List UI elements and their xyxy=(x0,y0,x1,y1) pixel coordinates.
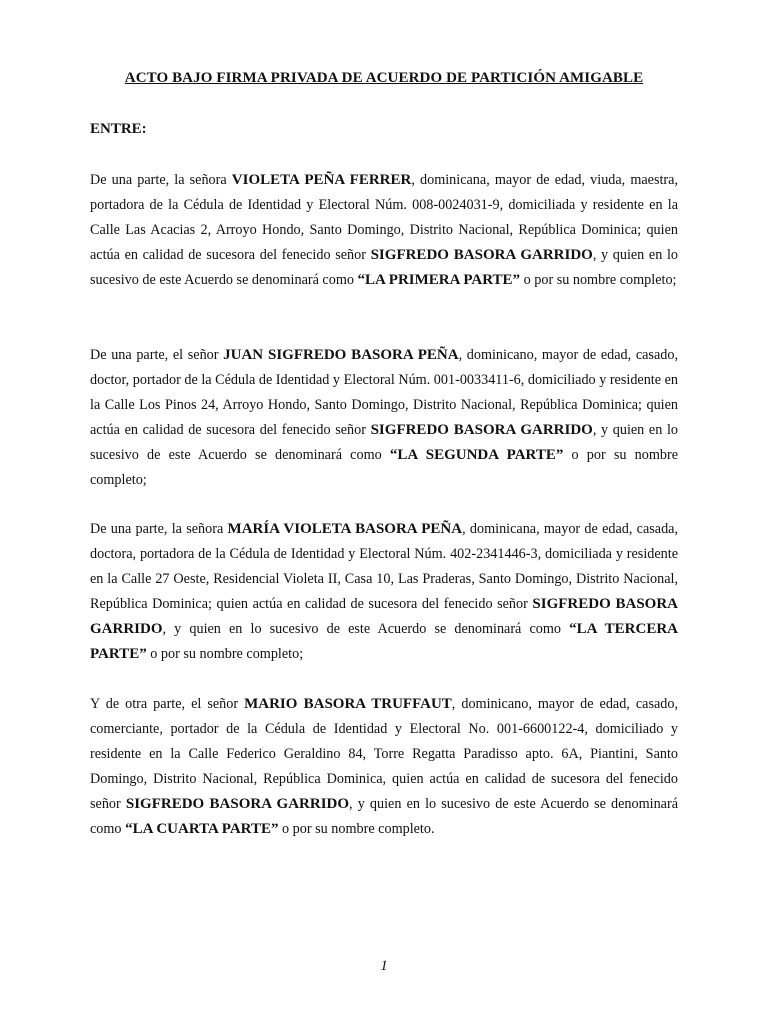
deceased-name: SIGFREDO BASORA GARRIDO xyxy=(370,247,593,263)
text-segment: o por su nombre completo. xyxy=(278,821,435,837)
party-name: MARIO BASORA TRUFFAUT xyxy=(244,696,452,712)
text-segment: , dominicano, mayor de edad, casado, comerciante, portador de la Cédula de Identidad y Electoral No. 001-6600122-4, domiciliado y residente en la Calle Federico Geraldino 84, Torre Regatta Paradisso apto. 6A, Piantini, Santo Domingo, Distrito Nacional, República Dominica, quien actúa en calidad de sucesora del fenecido señor xyxy=(90,696,679,812)
text-segment: o por su nombre completo; xyxy=(146,646,304,662)
text-segment: o por su nombre completo; xyxy=(90,447,678,488)
text-segment: o por su nombre completo; xyxy=(520,272,677,288)
deceased-name: SIGFREDO BASORA GARRIDO xyxy=(125,796,350,812)
page-number: 1 xyxy=(380,958,388,974)
party-designation: “LA TERCERA PARTE” xyxy=(90,621,678,662)
party-name: MARÍA VIOLETA BASORA PEÑA xyxy=(227,521,463,537)
text-segment: , y quien en lo sucesivo de este Acuerdo se denominará como xyxy=(90,247,678,288)
document-title: ACTO BAJO FIRMA PRIVADA DE ACUERDO DE PARTICIÓN AMIGABLE xyxy=(124,70,644,86)
party-designation: “LA CUARTA PARTE” xyxy=(125,821,279,837)
text-segment: , y quien en lo sucesivo de este Acuerdo se denominará como xyxy=(90,796,678,837)
deceased-name: SIGFREDO BASORA GARRIDO xyxy=(90,596,679,637)
paragraph-tercera-parte xyxy=(90,517,678,667)
paragraph-segunda-parte xyxy=(90,343,678,493)
paragraph-primera-parte xyxy=(90,168,678,293)
party-designation: “LA SEGUNDA PARTE” xyxy=(389,447,564,463)
party-designation: “LA PRIMERA PARTE” xyxy=(357,272,521,288)
entre-heading: ENTRE: xyxy=(90,121,147,137)
text-segment: , y quien en lo sucesivo de este Acuerdo se denominará como xyxy=(162,621,570,637)
text-segment: De una parte, la señora xyxy=(90,521,228,537)
text-segment: , dominicana, mayor de edad, viuda, maestra, portadora de la Cédula de Identidad y Electoral Núm. 008-0024031-9, domiciliada y residente en la Calle Las Acacias 2, Arroyo Hondo, Santo Domingo, Distrito Nacional, República Dominica; quien actúa en calidad de sucesora del fenecido señor xyxy=(90,172,678,263)
text-segment: Y de otra parte, el señor xyxy=(90,696,245,712)
text-segment: , dominicano, mayor de edad, casado, doctor, portador de la Cédula de Identidad y Electoral Núm. 001-0033411-6, domiciliado y residente en la Calle Los Pinos 24, Arroyo Hondo, Santo Domingo, Distrito Nacional, República Dominica; quien actúa en calidad de sucesora del fenecido señor xyxy=(90,347,678,438)
text-segment: , y quien en lo sucesivo de este Acuerdo se denominará como xyxy=(90,422,678,463)
paragraph-cuarta-parte xyxy=(90,692,678,842)
text-segment: De una parte, el señor xyxy=(90,347,224,363)
party-name: JUAN SIGFREDO BASORA PEÑA xyxy=(223,347,459,363)
text-segment: De una parte, la señora xyxy=(90,172,232,188)
deceased-name: SIGFREDO BASORA GARRIDO xyxy=(370,422,593,438)
party-name: VIOLETA PEÑA FERRER xyxy=(231,172,412,188)
text-segment: , dominicana, mayor de edad, casada, doctora, portadora de la Cédula de Identidad y Electoral Núm. 402-2341446-3, domiciliada y residente en la Calle 27 Oeste, Residencial Violeta II, Casa 10, Las Praderas, Santo Domingo, Distrito Nacional, República Dominica; quien actúa en calidad de sucesora del fenecido señor xyxy=(90,521,679,612)
